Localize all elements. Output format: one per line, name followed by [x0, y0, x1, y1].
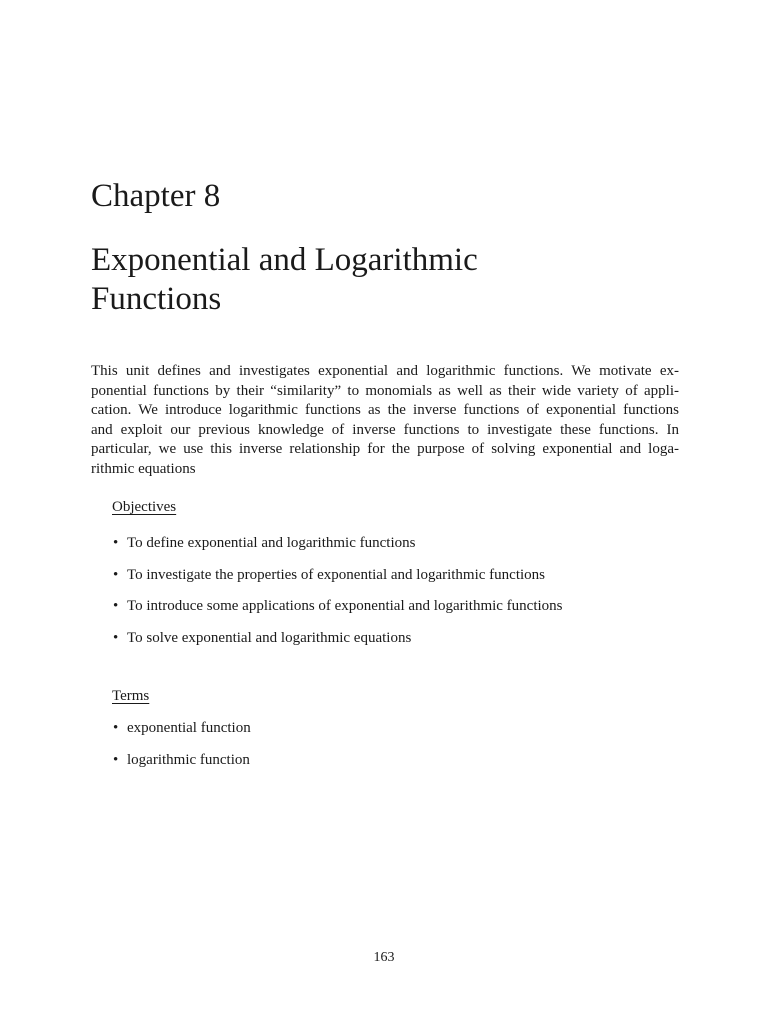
objective-item — [113, 598, 563, 615]
term-text: logarithmic function — [127, 752, 250, 768]
intro-paragraph — [91, 362, 679, 479]
intro-line: particular, we use this inverse relationship for the purpose of solving exponential and loga- — [91, 441, 679, 457]
objective-item — [113, 535, 415, 552]
bullet-icon: • — [113, 752, 119, 768]
intro-line: rithmic equations — [91, 460, 196, 477]
bullet-icon: • — [113, 720, 119, 736]
objectives-heading: Objectives — [112, 499, 177, 515]
objective-item — [113, 567, 545, 584]
bullet-icon: • — [113, 630, 119, 646]
chapter-title-line-1: Exponential and Logarithmic — [91, 242, 478, 278]
term-text: exponential function — [127, 720, 251, 736]
objective-text: To solve exponential and logarithmic equations — [127, 630, 412, 646]
chapter-title-line-2: Functions — [91, 281, 222, 317]
chapter-label: Chapter 8 — [91, 178, 221, 214]
objective-text: To investigate the properties of exponential and logarithmic functions — [127, 567, 546, 583]
bullet-icon: • — [113, 535, 119, 551]
objective-text: To introduce some applications of exponential and logarithmic functions — [127, 598, 563, 614]
objective-text: To define exponential and logarithmic functions — [127, 535, 416, 551]
bullet-icon: • — [113, 567, 119, 583]
intro-line: cation. We introduce logarithmic functions as the inverse functions of exponential functions — [91, 402, 679, 418]
term-item — [113, 720, 251, 737]
intro-line: and exploit our previous knowledge of inverse functions to investigate these functions. In — [91, 421, 679, 438]
objective-item — [113, 630, 411, 647]
terms-heading: Terms — [112, 688, 150, 704]
intro-line: ponential functions by their “similarity” to monomials as well as their wide variety of appli- — [91, 382, 679, 399]
page-number: 163 — [373, 950, 395, 965]
bullet-icon: • — [113, 598, 119, 614]
intro-line: This unit defines and investigates exponential and logarithmic functions. We motivate ex- — [91, 363, 679, 379]
term-item — [113, 752, 250, 769]
